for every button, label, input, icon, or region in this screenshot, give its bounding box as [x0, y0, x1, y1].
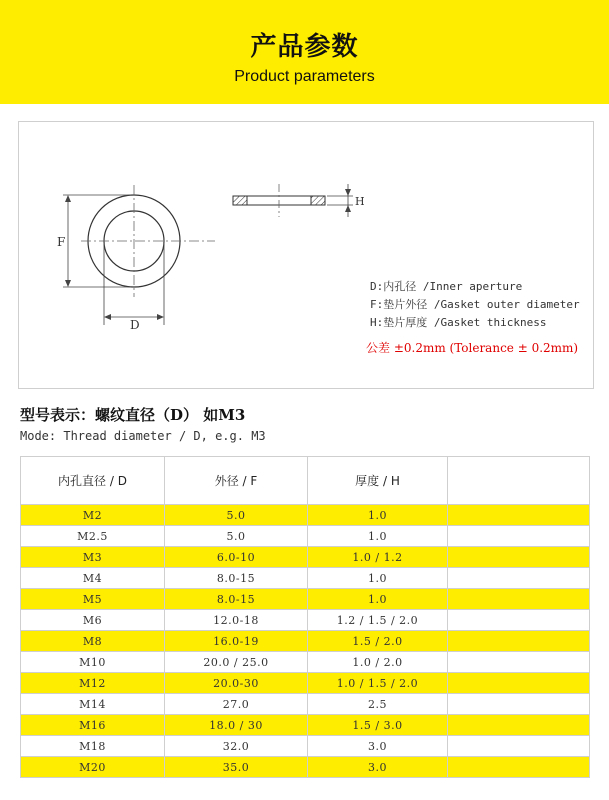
label-d: D	[130, 318, 140, 332]
legend-inner-aperture: D:内孔径 /Inner aperture	[370, 280, 523, 293]
table-row	[21, 694, 590, 715]
cell-outer-diameter: 35.0	[165, 757, 308, 778]
table-row	[21, 505, 590, 526]
header-banner	[0, 0, 609, 104]
cell-thickness: 1.5 / 3.0	[308, 715, 448, 736]
cell-empty	[448, 673, 590, 694]
cell-outer-diameter: 20.0-30	[165, 673, 308, 694]
cell-empty	[448, 526, 590, 547]
label-h: H	[355, 195, 365, 208]
spec-table-body	[21, 505, 590, 778]
cell-thread-size: M14	[21, 694, 165, 715]
cell-thickness: 1.5 / 2.0	[308, 631, 448, 652]
model-notation-subtitle: Mode: Thread diameter / D, e.g. M3	[20, 429, 266, 443]
cell-empty	[448, 652, 590, 673]
cell-empty	[448, 694, 590, 715]
cell-thickness: 1.0	[308, 505, 448, 526]
legend-thickness: H:垫片厚度 /Gasket thickness	[370, 316, 547, 329]
cell-thickness: 1.2 / 1.5 / 2.0	[308, 610, 448, 631]
table-row	[21, 736, 590, 757]
cell-empty	[448, 736, 590, 757]
cell-outer-diameter: 32.0	[165, 736, 308, 757]
cell-thickness: 1.0	[308, 589, 448, 610]
legend-outer-diameter: F:垫片外径 /Gasket outer diameter	[370, 298, 580, 311]
cell-empty	[448, 631, 590, 652]
header-outer-diameter: 外径 / F	[165, 457, 308, 505]
table-row	[21, 547, 590, 568]
cell-thread-size: M18	[21, 736, 165, 757]
cell-outer-diameter: 5.0	[165, 526, 308, 547]
table-row	[21, 652, 590, 673]
cell-thickness: 2.5	[308, 694, 448, 715]
washer-front-view	[81, 185, 215, 297]
cell-thread-size: M4	[21, 568, 165, 589]
cell-thread-size: M16	[21, 715, 165, 736]
table-row	[21, 673, 590, 694]
page-title-en: Product parameters	[234, 68, 375, 85]
table-row	[21, 610, 590, 631]
cell-thickness: 3.0	[308, 736, 448, 757]
cell-thickness: 1.0 / 2.0	[308, 652, 448, 673]
cell-outer-diameter: 8.0-15	[165, 589, 308, 610]
label-f: F	[57, 235, 66, 249]
dimension-h	[327, 184, 353, 217]
cell-outer-diameter: 27.0	[165, 694, 308, 715]
header-inner-diameter: 内孔直径 / D	[21, 457, 165, 505]
washer-side-view	[233, 184, 325, 217]
cell-thread-size: M12	[21, 673, 165, 694]
cell-outer-diameter: 6.0-10	[165, 547, 308, 568]
cell-thread-size: M2	[21, 505, 165, 526]
spec-table	[20, 456, 590, 778]
table-row	[21, 526, 590, 547]
cell-thread-size: M2.5	[21, 526, 165, 547]
cell-thread-size: M5	[21, 589, 165, 610]
cell-thickness: 1.0	[308, 526, 448, 547]
cell-outer-diameter: 18.0 / 30	[165, 715, 308, 736]
cell-outer-diameter: 8.0-15	[165, 568, 308, 589]
cell-thickness: 1.0 / 1.2	[308, 547, 448, 568]
cell-thread-size: M3	[21, 547, 165, 568]
model-notation-title: 型号表示：螺纹直径（D） 如M3	[20, 406, 246, 424]
table-row	[21, 757, 590, 778]
table-row	[21, 589, 590, 610]
cell-empty	[448, 757, 590, 778]
header-empty	[448, 457, 590, 505]
cell-thread-size: M8	[21, 631, 165, 652]
cell-outer-diameter: 20.0 / 25.0	[165, 652, 308, 673]
cell-empty	[448, 505, 590, 526]
cell-empty	[448, 715, 590, 736]
cell-empty	[448, 547, 590, 568]
tolerance-note: 公差 ±0.2mm (Tolerance ± 0.2mm)	[366, 341, 579, 355]
cell-thread-size: M10	[21, 652, 165, 673]
cell-outer-diameter: 12.0-18	[165, 610, 308, 631]
table-row	[21, 715, 590, 736]
cell-outer-diameter: 5.0	[165, 505, 308, 526]
cell-empty	[448, 568, 590, 589]
header-thickness: 厚度 / H	[308, 457, 448, 505]
cell-empty	[448, 610, 590, 631]
table-row	[21, 631, 590, 652]
cell-thickness: 1.0 / 1.5 / 2.0	[308, 673, 448, 694]
table-row	[21, 568, 590, 589]
cell-thread-size: M20	[21, 757, 165, 778]
cell-empty	[448, 589, 590, 610]
page-title-cn: 产品参数	[250, 32, 359, 62]
table-header-row	[21, 457, 590, 505]
cell-thickness: 3.0	[308, 757, 448, 778]
cell-thickness: 1.0	[308, 568, 448, 589]
cell-thread-size: M6	[21, 610, 165, 631]
cell-outer-diameter: 16.0-19	[165, 631, 308, 652]
